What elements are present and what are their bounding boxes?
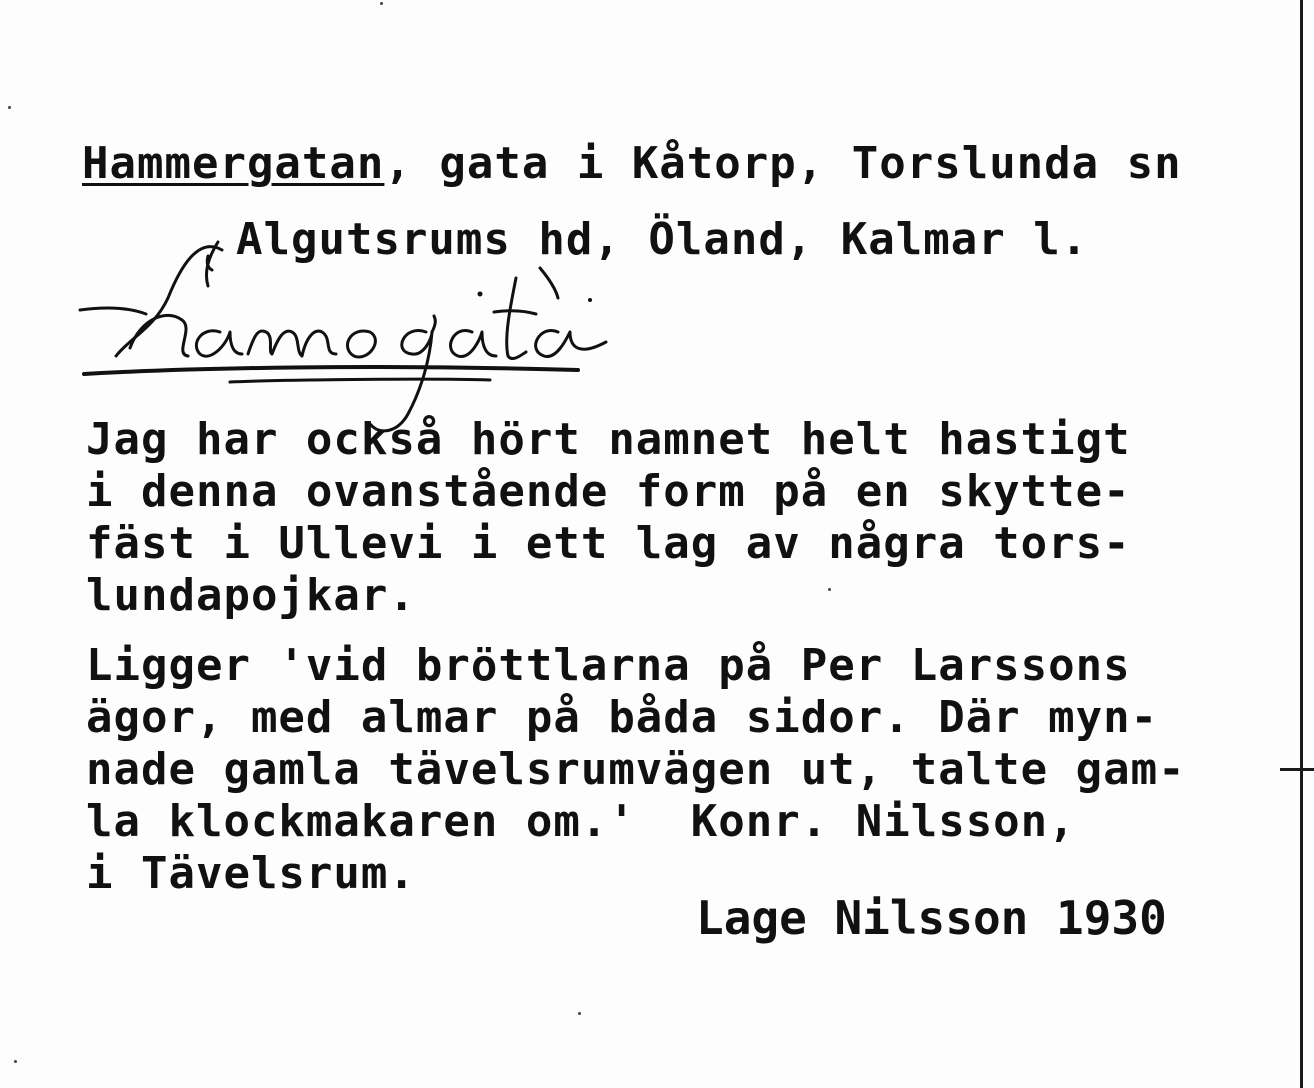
card-edge-line — [1300, 0, 1303, 1088]
paper-speck — [8, 106, 11, 109]
paragraph-1-line-4: lundapojkar. — [86, 570, 416, 621]
paper-speck — [828, 588, 831, 591]
paper-speck — [380, 2, 383, 5]
heading-line-1-rest: , gata i Kåtorp, Torslunda sn — [384, 138, 1182, 189]
paper-speck — [578, 1012, 581, 1015]
paragraph-1-line-3: fäst i Ullevi i ett lag av några tors- — [86, 518, 1131, 569]
headword: Hammergatan — [82, 138, 385, 189]
card-edge-tick — [1280, 768, 1314, 771]
paragraph-2-line-3: nade gamla tävelsrumvägen ut, talte gam- — [86, 744, 1186, 795]
paper-speck — [14, 1060, 17, 1063]
paragraph-2-line-4: la klockmakaren om.' Konr. Nilsson, — [86, 796, 1076, 847]
signature: Lage Nilsson 1930 — [696, 891, 1167, 945]
paragraph-2-line-2: ägor, med almar på båda sidor. Där myn- — [86, 692, 1159, 743]
paragraph-1-line-2: i denna ovanstående form på en skytte- — [86, 466, 1131, 517]
paragraph-1-line-1: Jag har också hört namnet helt hastigt — [86, 414, 1131, 465]
heading-line-2: Algutsrums hd, Öland, Kalmar l. — [236, 214, 1089, 265]
heading-line-1 — [82, 138, 1182, 190]
paragraph-2-line-1: Ligger 'vid bröttlarna på Per Larssons — [86, 640, 1131, 691]
paragraph-2-line-5: i Tävelsrum. — [86, 848, 416, 899]
